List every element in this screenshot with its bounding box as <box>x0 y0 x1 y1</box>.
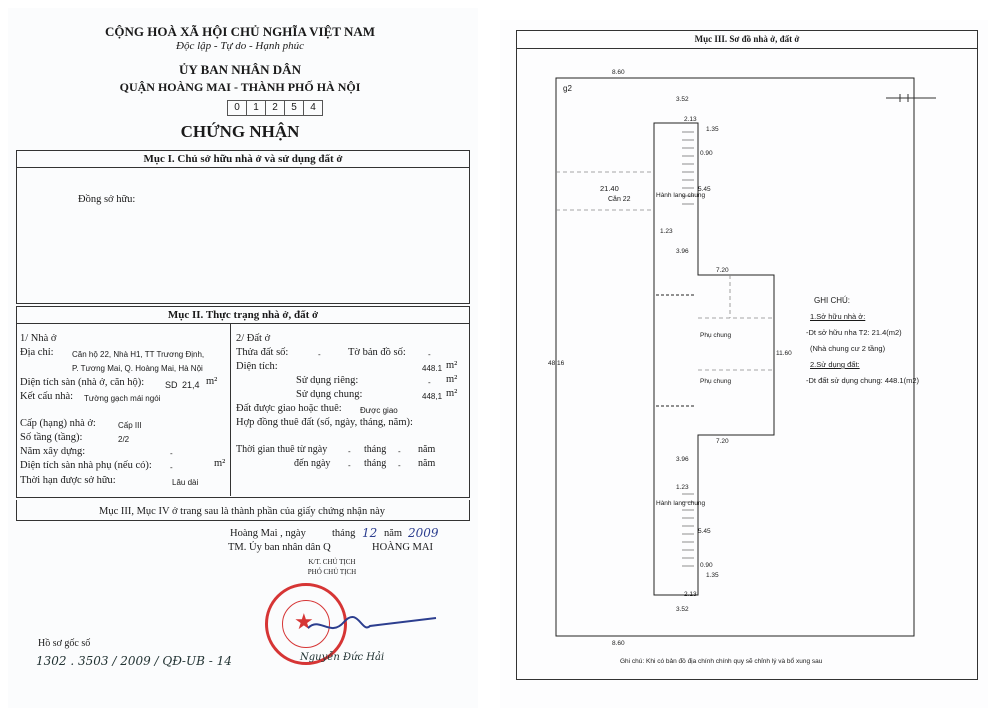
section-2-heading: Mục II. Thực trạng nhà ở, đất ở <box>17 307 469 324</box>
aux-area-label: Diện tích sàn nhà phụ (nếu có): <box>20 460 152 471</box>
grade-label: Cấp (hạng) nhà ở: <box>20 418 96 429</box>
lease-to-month-label: tháng <box>364 458 387 469</box>
floor-tag: g2 <box>563 84 572 93</box>
month-handwritten: 12 <box>362 526 378 540</box>
year-word: năm <box>384 528 403 539</box>
dim-mid-width: 7.20 <box>716 267 729 274</box>
signature-stroke <box>300 608 440 648</box>
aux-area-unit: m² <box>214 458 226 469</box>
private-use-label: Sử dụng riêng: <box>296 375 359 386</box>
dim-stair-length-bottom: 5.45 <box>698 528 711 535</box>
private-use-unit: m² <box>446 374 458 385</box>
legend-land-heading: 2.Sử dụng đất: <box>810 360 860 369</box>
land-title: 2/ Đất ở <box>236 333 271 344</box>
land-area-label: Diện tích: <box>236 361 278 372</box>
shared-area-label-2: Phụ chung <box>700 378 732 385</box>
lease-to-day: - <box>348 461 351 470</box>
land-area-unit: m² <box>446 360 458 371</box>
committee-name: ỦY BAN NHÂN DÂN <box>179 62 301 77</box>
dim-total-height: 48.16 <box>548 360 565 367</box>
country-header: CỘNG HOÀ XÃ HỘI CHỦ NGHĨA VIỆT NAM <box>104 24 376 39</box>
dim-right-seg-top: 3.52 <box>676 96 689 103</box>
file-number-handwritten: 1302 . 3503 / 2009 / QĐ-UB - 14 <box>36 654 232 668</box>
section-3-heading-rule <box>516 48 978 49</box>
dim-stair-small-bottom: 0.90 <box>700 562 713 569</box>
address-line-1: Căn hộ 22, Nhà H1, TT Trương Định, <box>72 350 205 359</box>
dim-unit-depth: 21.40 <box>600 184 619 193</box>
shared-use-unit: m² <box>446 388 458 399</box>
section-1-heading: Mục I. Chủ sở hữu nhà ở và sử dụng đất ở <box>17 151 469 168</box>
term-value: Lâu dài <box>172 478 199 487</box>
legend-house-note: (Nhà chung cư 2 tầng) <box>810 344 886 353</box>
co-owner-label: Đồng sở hữu: <box>78 194 136 205</box>
lease-to-month: - <box>398 461 401 470</box>
section-3-heading: Mục III. Sơ đồ nhà ở, đất ở <box>694 34 800 44</box>
aux-area-value: - <box>170 463 173 472</box>
lease-from-year-label: năm <box>418 444 436 455</box>
signer-organization: TM. Ủy ban nhân dân Q <box>228 542 331 553</box>
map-sheet-label: Tờ bản đồ số: <box>348 347 406 358</box>
dim-corridor-width: 1.23 <box>660 228 673 235</box>
dim-right-height: 11.60 <box>776 350 792 357</box>
lease-from-month-label: tháng <box>364 444 387 455</box>
private-use-value: - <box>428 378 431 387</box>
shared-area-label-1: Phụ chung <box>700 332 732 339</box>
structure-label: Kết cấu nhà: <box>20 391 74 402</box>
floors-label: Số tầng (tầng): <box>20 432 83 443</box>
serial-digit: 4 <box>303 100 323 116</box>
place-date-label: Hoàng Mai , ngày <box>230 528 306 539</box>
signer-role-1: K/T. CHỦ TỊCH <box>308 558 356 566</box>
shared-use-label: Sử dụng chung: <box>296 389 363 400</box>
address-line-2: P. Tương Mai, Q. Hoàng Mai, Hà Nội <box>72 364 203 373</box>
section-1-box <box>16 150 470 304</box>
build-year-label: Năm xây dựng: <box>20 446 86 457</box>
lease-from-month: - <box>398 447 401 456</box>
plot-number-label: Thửa đất số: <box>236 347 289 358</box>
section-2-divider <box>230 323 231 496</box>
address-label: Địa chỉ: <box>20 347 54 358</box>
dim-stair-width: 2.13 <box>684 116 697 123</box>
floor-area-prefix: SD <box>165 380 178 390</box>
legend-title: GHI CHÚ: <box>814 296 850 305</box>
serial-digit: 0 <box>227 100 247 116</box>
floor-area-unit: m² <box>206 376 218 387</box>
month-word: tháng <box>332 528 356 539</box>
dim-bottom-width: 8.60 <box>612 640 625 647</box>
corridor-label-top: Hành lang chung <box>656 192 706 199</box>
dim-stair-length: 5.45 <box>698 186 711 193</box>
dim-top-width: 8.60 <box>612 69 625 76</box>
map-sheet-value: - <box>428 350 431 359</box>
dim-right-seg-bottom: 3.52 <box>676 606 689 613</box>
floors-value: 2/2 <box>118 435 130 444</box>
floor-area-value: 21,4 <box>182 380 200 390</box>
serial-number <box>228 100 323 116</box>
allocation-label: Đất được giao hoặc thuê: <box>236 403 342 414</box>
corridor-label-bottom: Hành lang chung <box>656 500 706 507</box>
shared-use-value: 448,1 <box>422 392 443 401</box>
serial-digit: 1 <box>246 100 266 116</box>
signer-name: Nguyễn Đức Hải <box>300 652 385 663</box>
dim-corridor-length-bottom: 3.96 <box>676 456 689 463</box>
motto: Độc lập - Tự do - Hạnh phúc <box>176 40 304 52</box>
dim-mid-width-bottom: 7.20 <box>716 438 729 445</box>
stamp-star-icon: ★ <box>294 609 314 634</box>
lease-to-label: đến ngày <box>294 458 331 469</box>
dim-corridor-length: 3.96 <box>676 248 689 255</box>
lease-from-day: - <box>348 447 351 456</box>
lease-contract-label: Hợp đồng thuê đất (số, ngày, tháng, năm): <box>236 417 413 428</box>
signer-role-2: PHÓ CHỦ TỊCH <box>307 568 357 576</box>
dim-stair-width-bottom: 2.13 <box>684 591 697 598</box>
dim-stair-side-bottom: 1.35 <box>706 572 719 579</box>
footer-note: Mục III, Mục IV ở trang sau là thành phần của giấy chứng nhận này <box>98 506 385 517</box>
dim-stair-small: 0.90 <box>700 150 713 157</box>
legend-land-area: -Dt đất sử dụng chung: 448.1(m2) <box>806 376 919 385</box>
structure-value: Tường gạch mái ngói <box>84 394 161 403</box>
year-handwritten: 2009 <box>408 526 439 540</box>
grade-value: Cấp III <box>118 421 142 430</box>
term-label: Thời hạn được sở hữu: <box>20 475 116 486</box>
legend-house-heading: 1.Sở hữu nhà ở: <box>810 312 866 321</box>
district-name: QUẬN HOÀNG MAI - THÀNH PHỐ HÀ NỘI <box>119 80 361 94</box>
unit-label: Căn 22 <box>608 196 631 203</box>
land-area-value: 448.1 <box>422 364 443 373</box>
serial-digit: 5 <box>284 100 304 116</box>
house-title: 1/ Nhà ở <box>20 333 57 344</box>
lease-to-year-label: năm <box>418 458 436 469</box>
lease-from-label: Thời gian thuê từ ngày <box>236 444 328 455</box>
legend-house-area: -Dt sở hữu nha T2: 21.4(m2) <box>806 328 902 337</box>
floor-plan-drawing <box>516 50 978 675</box>
signer-organization-tail: HOÀNG MAI <box>372 542 433 553</box>
serial-digit: 2 <box>265 100 285 116</box>
plot-number-value: - <box>318 350 321 359</box>
allocation-value: Được giao <box>360 406 398 415</box>
build-year-value: - <box>170 449 173 458</box>
dim-stair-side: 1.35 <box>706 126 719 133</box>
file-number-label: Hồ sơ gốc số <box>38 638 91 649</box>
floor-area-label: Diện tích sàn (nhà ở, căn hộ): <box>20 377 145 388</box>
dim-corridor-width-bottom: 1.23 <box>676 484 689 491</box>
plan-footnote: Ghi chú: Khi có bản đồ địa chính chính quy sẽ chỉnh lý và bổ xung sau <box>620 658 823 665</box>
certificate-title: CHỨNG NHẬN <box>180 122 300 141</box>
